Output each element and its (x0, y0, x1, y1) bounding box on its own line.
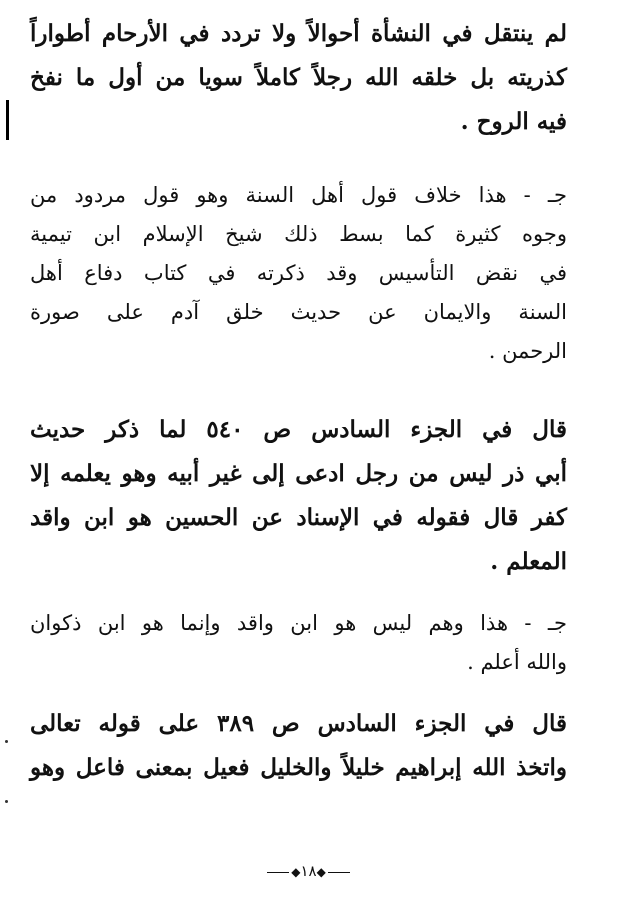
paragraph-4 (30, 604, 567, 682)
text-line: أبي ذر ليس من رجل ادعى إلى غير أبيه وهو يعلمه إلا (30, 460, 567, 487)
ornament-icon: ◆ (316, 865, 326, 879)
text-line: السنة والايمان عن حديث خلق آدم على صورة (30, 300, 567, 324)
text-line: قال في الجزء السادس ص ٥٤٠ لما ذكر حديث (30, 416, 567, 443)
paragraph-2 (30, 176, 567, 371)
text-line: الرحمن . (488, 339, 567, 363)
scan-speck (5, 740, 8, 743)
page-number: ١٨ (300, 862, 317, 880)
binding-mark (6, 100, 9, 140)
text-line: قال في الجزء السادس ص ٣٨٩ على قوله تعالى (30, 710, 567, 737)
ornament-icon: ◆ (291, 865, 301, 879)
footer-rule (328, 872, 350, 873)
text-line: جـ - هذا خلاف قول أهل السنة وهو قول مردود من (30, 183, 567, 207)
text-line: في نقض التأسيس وقد ذكرته في كتاب دفاع أهل (30, 261, 567, 285)
text-line: كذريته بل خلقه الله رجلاً كاملاً سويا من أول ما نفخ (30, 64, 567, 91)
paragraph-3 (30, 408, 567, 584)
text-line: كفر قال فقوله في الإسناد عن الحسين هو ابن واقد (30, 504, 567, 531)
footer-rule (267, 872, 289, 873)
text-line: والله أعلم . (467, 650, 567, 674)
text-line: المعلم . (490, 548, 567, 575)
text-line: جـ - هذا وهم ليس هو ابن واقد وإنما هو ابن ذكوان (30, 611, 567, 635)
text-line: لم ينتقل في النشأة أحوالاً ولا تردد في الأرحام أطواراً (30, 20, 567, 47)
page-footer (0, 862, 617, 880)
text-line: فيه الروح . (460, 108, 567, 135)
text-line: واتخذ الله إبراهيم خليلاً والخليل فعيل بمعنى فاعل وهو (30, 754, 567, 781)
paragraph-5 (30, 702, 567, 790)
scan-speck (5, 800, 8, 803)
paragraph-1 (30, 12, 567, 144)
text-line: وجوه كثيرة كما بسط ذلك شيخ الإسلام ابن تيمية (30, 222, 567, 246)
